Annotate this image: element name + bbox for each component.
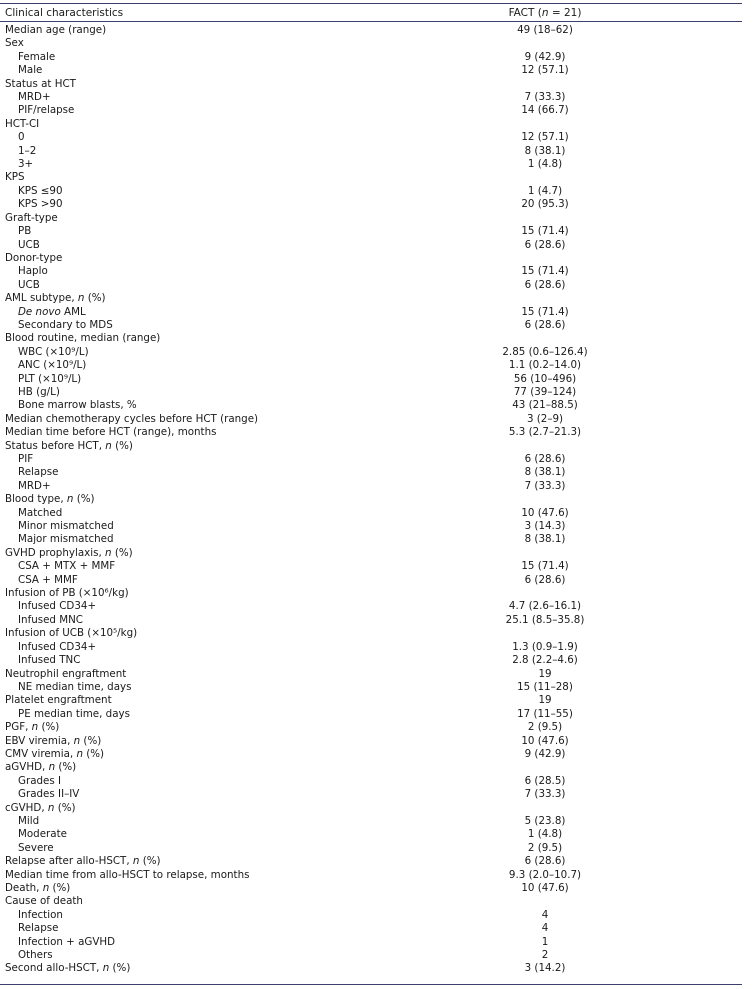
row-label: cGVHD, n (%) (5, 801, 76, 814)
row-label: Others (18, 949, 53, 962)
row-label: 0 (18, 131, 25, 144)
row-label: Mild (18, 814, 40, 827)
row-label: PIF (18, 453, 34, 465)
table-row (0, 292, 742, 305)
table-row (0, 895, 742, 908)
table-row: EBV viremia, n (%) 10 (47.6) (5, 734, 569, 747)
table-row (0, 547, 742, 560)
row-label: Blood routine, median (range) (5, 332, 161, 345)
row-label: Grades I (18, 774, 62, 787)
table-row: Infection 4 (18, 908, 549, 921)
row-label: Moderate (18, 828, 67, 841)
table-row (0, 212, 742, 225)
table-row: MRD+ 7 (33.3) (18, 479, 566, 492)
row-label: Minor mismatched (18, 520, 114, 533)
table-row: ANC (×10⁹/L) 1.1 (0.2–14.0) (18, 359, 582, 372)
row-label: Female (18, 50, 56, 63)
header-clinical-characteristics: Clinical characteristics (5, 7, 124, 19)
table-row: MRD+ 7 (33.3) (18, 91, 566, 104)
table-row (0, 78, 742, 91)
table-row (0, 332, 742, 345)
table-row (0, 627, 742, 640)
table-row: Bone marrow blasts, % 43 (21–88.5) (18, 399, 578, 412)
row-label: Neutrophil engraftment (5, 667, 127, 680)
table-row (0, 587, 742, 600)
table-row: NE median time, days 15 (11–28) (18, 680, 573, 693)
row-label: Cause of death (5, 895, 83, 908)
table-row: CSA + MMF 6 (28.6) (18, 573, 566, 586)
table-header-row: Clinical characteristics FACT (n = 21) (5, 7, 582, 19)
row-label: MRD+ (18, 479, 51, 492)
row-label: UCB (18, 238, 40, 251)
row-label: Sex (5, 37, 24, 50)
row-label: Male (18, 64, 43, 77)
table-row: Female 9 (42.9) (18, 50, 566, 63)
table-row: UCB 6 (28.6) (18, 278, 566, 291)
row-label: UCB (18, 278, 40, 291)
row-label: 3+ (18, 158, 34, 171)
table-row: PIF/relapse 14 (66.7) (18, 104, 569, 117)
row-label: PGF, n (%) (5, 721, 60, 734)
table-row: Major mismatched 8 (38.1) (18, 533, 566, 546)
table-row: KPS >90 20 (95.3) (18, 198, 569, 211)
table-row: De novo AML 15 (71.4) (18, 305, 569, 318)
row-label: Matched (18, 506, 63, 519)
table-bottom-rule (0, 984, 742, 985)
row-label: Median time before HCT (range), months (5, 426, 217, 439)
row-label: De novo AML (18, 305, 86, 318)
table-row: PE median time, days 17 (11–55) (18, 707, 573, 720)
table-row: Relapse 4 (18, 922, 549, 935)
row-label: Blood type, n (%) (5, 493, 95, 506)
table-row: 0 12 (57.1) (18, 131, 569, 144)
table-row: Median time before HCT (range), months 5.3 (2.7–21.3) (5, 426, 582, 439)
row-label: Infection + aGVHD (18, 935, 116, 948)
row-label: MRD+ (18, 91, 51, 104)
table-row: CMV viremia, n (%) 9 (42.9) (5, 747, 566, 760)
row-label: Bone marrow blasts, % (18, 399, 137, 412)
table-header-rule (0, 21, 742, 22)
table-row: Grades II–IV 7 (33.3) (18, 788, 566, 801)
table-row: WBC (×10⁹/L) 2.85 (0.6–126.4) (18, 345, 588, 358)
table-row: Neutrophil engraftment 19 (5, 667, 552, 680)
table-top-rule (0, 3, 742, 4)
row-label: KPS (5, 171, 25, 184)
table-row: Relapse 8 (38.1) (18, 466, 566, 479)
table-row: PGF, n (%) 2 (9.5) (5, 721, 563, 734)
table-row: Severe 2 (9.5) (18, 841, 563, 854)
row-label: Haplo (18, 265, 48, 278)
row-label: Median chemotherapy cycles before HCT (range) (5, 412, 259, 425)
table-body (0, 24, 742, 976)
row-label: Donor-type (5, 251, 63, 264)
table-row: CSA + MTX + MMF 15 (71.4) (18, 560, 569, 573)
table-row: Moderate 1 (4.8) (18, 828, 563, 841)
table-row: HB (g/L) 77 (39–124) (18, 385, 577, 398)
row-label: Relapse (18, 922, 59, 935)
table-row: Median chemotherapy cycles before HCT (range) 3 (2–9) (5, 412, 564, 425)
row-label: CSA + MMF (18, 573, 78, 586)
table-row: 3+ 1 (4.8) (18, 158, 563, 171)
table-row (0, 252, 742, 265)
table-row: Infection + aGVHD 1 (18, 935, 549, 948)
table-row: Grades I 6 (28.5) (18, 774, 566, 787)
table-row: Infused MNC 25.1 (8.5–35.8) (18, 613, 585, 626)
table-row: Second allo-HSCT, n (%) 3 (14.2) (5, 962, 566, 975)
table-row: Infused TNC 2.8 (2.2–4.6) (18, 654, 578, 667)
row-label: Median time from allo-HSCT to relapse, months (5, 868, 250, 881)
row-label: PIF/relapse (18, 104, 75, 117)
table-row: Mild 5 (23.8) (18, 814, 566, 827)
row-label: HB (g/L) (18, 385, 60, 398)
row-label: CSA + MTX + MMF (18, 560, 116, 573)
table-row: Matched 10 (47.6) (18, 506, 569, 519)
row-label: Second allo-HSCT, n (%) (5, 962, 131, 975)
row-label: Relapse after allo-HSCT, n (%) (5, 855, 161, 868)
table-row (0, 761, 742, 774)
table-row: Infused CD34+ 1.3 (0.9–1.9) (18, 640, 578, 653)
row-label: EBV viremia, n (%) (5, 734, 102, 747)
table-row: PIF 6 (28.6) (18, 453, 566, 465)
row-label: Infused CD34+ (18, 640, 97, 653)
row-label: aGVHD, n (%) (5, 761, 77, 774)
row-label: Infusion of PB (×10⁶/kg) (5, 587, 129, 600)
row-label: WBC (×10⁹/L) (18, 345, 89, 358)
row-label: ANC (×10⁹/L) (18, 359, 87, 372)
row-label: AML subtype, n (%) (5, 292, 106, 305)
table-row: PLT (×10⁹/L) 56 (10–496) (18, 372, 577, 385)
table-row (0, 171, 742, 184)
row-label: Grades II–IV (18, 788, 80, 801)
table-row: Infused CD34+ 4.7 (2.6–16.1) (18, 600, 582, 613)
row-label: Status before HCT, n (%) (5, 439, 133, 452)
row-label: Secondary to MDS (18, 318, 113, 331)
table-row (0, 118, 742, 131)
row-label: GVHD prophylaxis, n (%) (5, 546, 133, 559)
table-row: Male 12 (57.1) (18, 64, 569, 77)
table-row: Others 2 (18, 949, 549, 962)
row-label: NE median time, days (18, 680, 132, 693)
row-label: PB (18, 225, 32, 238)
row-label: PE median time, days (18, 707, 130, 720)
row-label: 1–2 (18, 144, 37, 157)
table-row: UCB 6 (28.6) (18, 238, 566, 251)
table-row: Death, n (%) 10 (47.6) (5, 882, 569, 894)
row-label: Infused CD34+ (18, 600, 97, 613)
row-label: Infused TNC (18, 654, 81, 667)
row-label: Status at HCT (5, 77, 76, 90)
table-row: Relapse after allo-HSCT, n (%) 6 (28.6) (5, 855, 566, 868)
table-row: Median age (range) 49 (18–62) (5, 24, 573, 36)
table-row: Haplo 15 (71.4) (18, 265, 569, 278)
row-label: Platelet engraftment (5, 694, 112, 707)
row-label: HCT-CI (5, 117, 40, 130)
table-row: 1–2 8 (38.1) (18, 144, 566, 157)
table-row: Platelet engraftment 19 (5, 694, 552, 707)
row-label: KPS ≤90 (18, 184, 63, 197)
table-row: Secondary to MDS 6 (28.6) (18, 318, 566, 331)
row-label: CMV viremia, n (%) (5, 747, 105, 760)
row-label: Relapse (18, 466, 59, 479)
row-label: Severe (18, 841, 54, 854)
table-row (0, 37, 742, 50)
table-row: PB 15 (71.4) (18, 225, 569, 238)
row-label: PLT (×10⁹/L) (18, 372, 82, 385)
row-label: Graft-type (5, 211, 58, 224)
table-row (0, 493, 742, 506)
table-row: KPS ≤90 1 (4.7) (18, 184, 563, 197)
row-label: Infusion of UCB (×10⁵/kg) (5, 627, 138, 640)
row-label: Major mismatched (18, 533, 114, 546)
row-label: Infection (18, 908, 63, 921)
row-label: Infused MNC (18, 613, 83, 626)
row-label: Median age (range) (5, 24, 107, 36)
row-label: Death, n (%) (5, 882, 71, 894)
row-label: KPS >90 (18, 198, 63, 211)
table-row (0, 802, 742, 815)
table-row: Median time from allo-HSCT to relapse, months 9.3 (2.0–10.7) (5, 868, 582, 881)
table-row (0, 440, 742, 453)
table-row: Minor mismatched 3 (14.3) (18, 520, 566, 533)
